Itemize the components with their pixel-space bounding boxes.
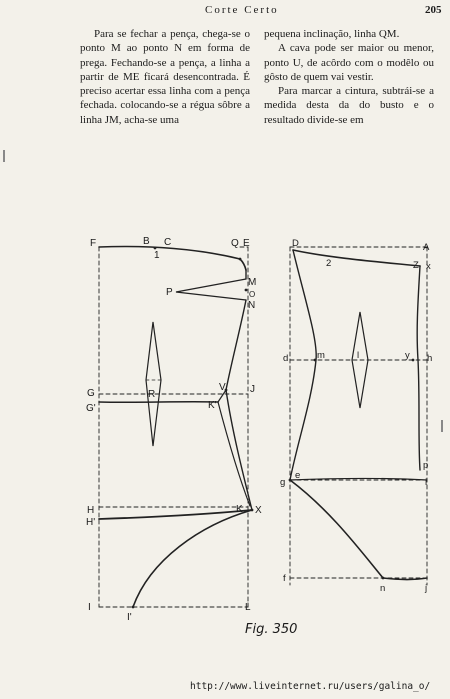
label-J: J (250, 384, 255, 395)
label-n: n (380, 583, 386, 594)
label-1: 1 (154, 250, 160, 261)
label-d: d (283, 353, 289, 364)
label-K: K (236, 504, 243, 515)
figure-caption: Fig. 350 (245, 622, 298, 637)
label-g: g (280, 477, 286, 488)
label-Gprime: G' (86, 403, 96, 414)
label-f: f (283, 573, 286, 584)
label-Iprime: I' (127, 612, 132, 623)
front-armhole (226, 300, 246, 390)
label-M: M (248, 277, 257, 288)
label-C: C (164, 237, 172, 248)
back-waist (290, 479, 427, 481)
label-A: A (423, 242, 430, 253)
source-url-watermark: http://www.liveinternet.ru/users/galina_o/ (190, 681, 431, 692)
center-back (290, 250, 316, 480)
label-B: B (143, 236, 150, 247)
label-Kprime: K' (208, 400, 217, 411)
label-D: D (292, 238, 299, 249)
front-waist-dart (146, 322, 161, 446)
paragraph: pequena inclinação, linha QM. (264, 28, 400, 40)
hem-curve (133, 510, 252, 607)
shoulder-dart (176, 279, 246, 300)
label-Hprime: H' (86, 517, 96, 528)
label-j: j (425, 583, 428, 594)
label-y: y (405, 350, 410, 361)
label-G: G (87, 388, 95, 399)
label-V: V (219, 382, 226, 393)
label-e: e (295, 470, 301, 481)
label-Z: Z (413, 260, 419, 271)
label-R: R (148, 389, 156, 400)
label-I: I (88, 602, 91, 613)
back-guide-lines (290, 247, 427, 585)
label-i: i (425, 477, 428, 488)
label-l: l (357, 350, 360, 361)
label-L: L (245, 602, 251, 613)
label-P: P (166, 287, 173, 298)
back-side-seam (417, 266, 420, 470)
front-guide-lines (99, 247, 248, 607)
back-neckline (293, 250, 420, 266)
paragraph: Para se fechar a pença, chega-se o ponto M ao ponto N em forma de prega. Fechando-se a pença, a linha a partir de ME ficará desencontrada. É preciso acertar essa linha com a pença fechada. colocando-se a régua sôbre a linha JM, acha-se uma (80, 28, 250, 126)
label-m: m (317, 350, 325, 361)
label-H: H (87, 505, 95, 516)
paragraph: A cava pode ser maior ou menor, ponto U, de acôrdo com o modêlo ou gôsto de quem vai vestir. (264, 42, 434, 83)
front-neckline (99, 247, 246, 271)
label-X: X (255, 505, 262, 516)
label-N: N (248, 300, 256, 311)
back-hem (290, 480, 427, 580)
label-x: x (426, 261, 431, 272)
page-number: 205 (425, 4, 442, 16)
label-F: F (90, 238, 97, 249)
running-title: Corte Certo (205, 4, 279, 16)
paragraph: Para marcar a cintura, subtrái-se a medida desta da do busto e o resultado divide-se em (264, 85, 434, 126)
label-p: p (423, 460, 429, 471)
label-E: E (243, 238, 250, 249)
label-O: O (249, 290, 256, 299)
label-Q: Q (231, 238, 239, 249)
front-labels (86, 236, 262, 623)
label-2: 2 (326, 258, 332, 269)
label-h: h (427, 353, 433, 364)
